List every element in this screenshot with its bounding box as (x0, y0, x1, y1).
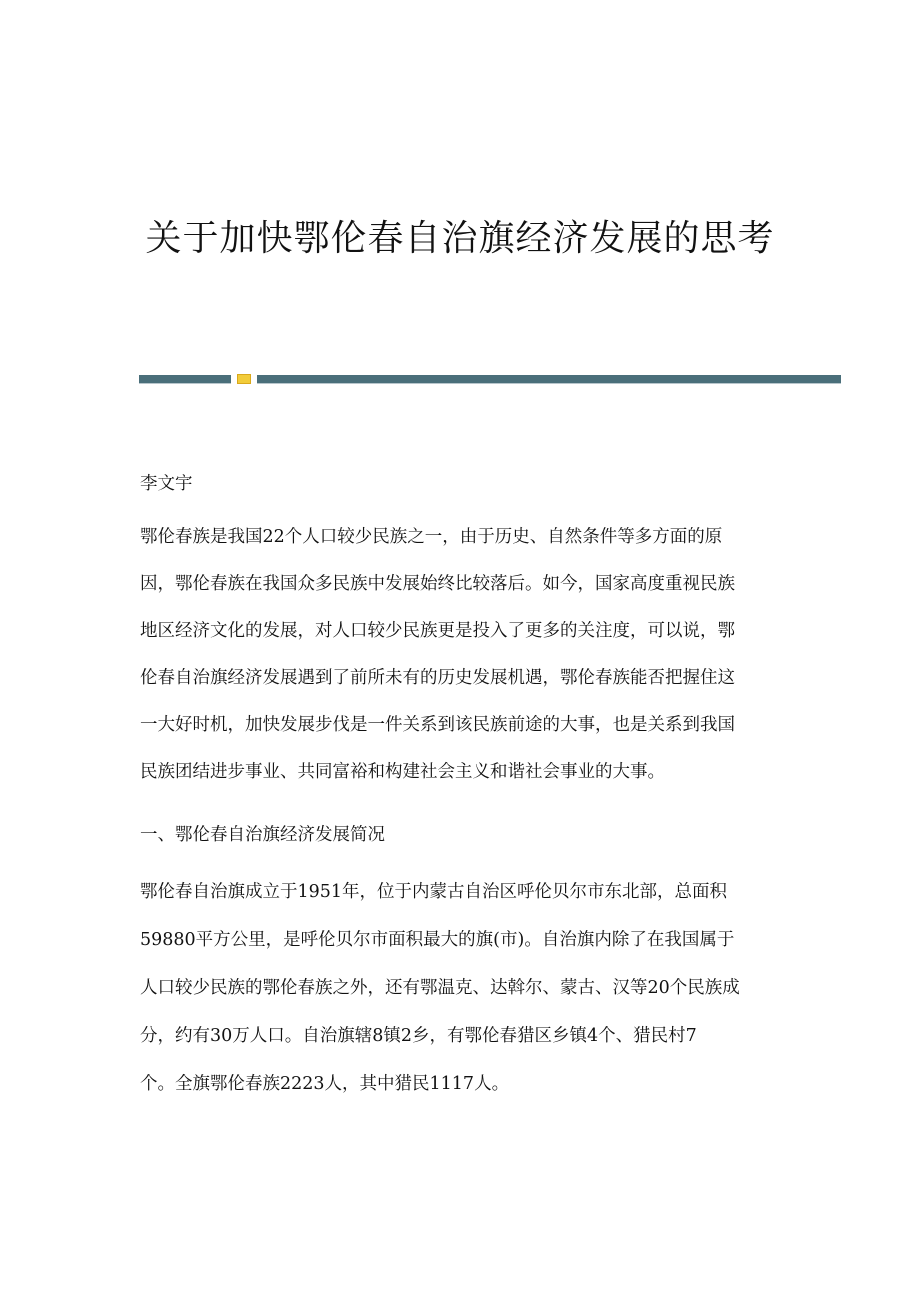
paragraph-line: 鄂伦春自治旗成立于1951年，位于内蒙古自治区呼伦贝尔市东北部，总面积 (140, 882, 728, 902)
paragraph-line: 分，约有30万人口。自治旗辖8镇2乡，有鄂伦春猎区乡镇4个、猎民村7 (140, 1026, 697, 1046)
paragraph-line: 地区经济文化的发展，对人口较少民族更是投入了更多的关注度，可以说，鄂 (140, 621, 735, 641)
divider-bar-left (139, 375, 231, 383)
paragraph-line: 民族团结进步事业、共同富裕和构建社会主义和谐社会事业的大事。 (140, 762, 665, 782)
paragraph-line: 一大好时机，加快发展步伐是一件关系到该民族前途的大事，也是关系到我国 (140, 715, 735, 735)
envelope-icon (237, 374, 251, 384)
paragraph-line: 59880平方公里，是呼伦贝尔市面积最大的旗(市)。自治旗内除了在我国属于 (140, 930, 735, 950)
paragraph-line: 鄂伦春族是我国22个人口较少民族之一，由于历史、自然条件等多方面的原 (140, 527, 723, 547)
divider-bar-right (257, 375, 841, 383)
author: 李文宇 (140, 474, 193, 494)
title-divider (139, 374, 841, 384)
document-title: 关于加快鄂伦春自治旗经济发展的思考 (145, 218, 775, 259)
paragraph-line: 人口较少民族的鄂伦春族之外，还有鄂温克、达斡尔、蒙古、汉等20个民族成 (140, 978, 740, 998)
paragraph-line: 个。全旗鄂伦春族2223人，其中猎民1117人。 (140, 1074, 510, 1094)
section-heading: 一、鄂伦春自治旗经济发展简况 (140, 825, 385, 845)
paragraph-line: 因，鄂伦春族在我国众多民族中发展始终比较落后。如今，国家高度重视民族 (140, 574, 735, 594)
paragraph-line: 伦春自治旗经济发展遇到了前所未有的历史发展机遇，鄂伦春族能否把握住这 (140, 668, 735, 688)
